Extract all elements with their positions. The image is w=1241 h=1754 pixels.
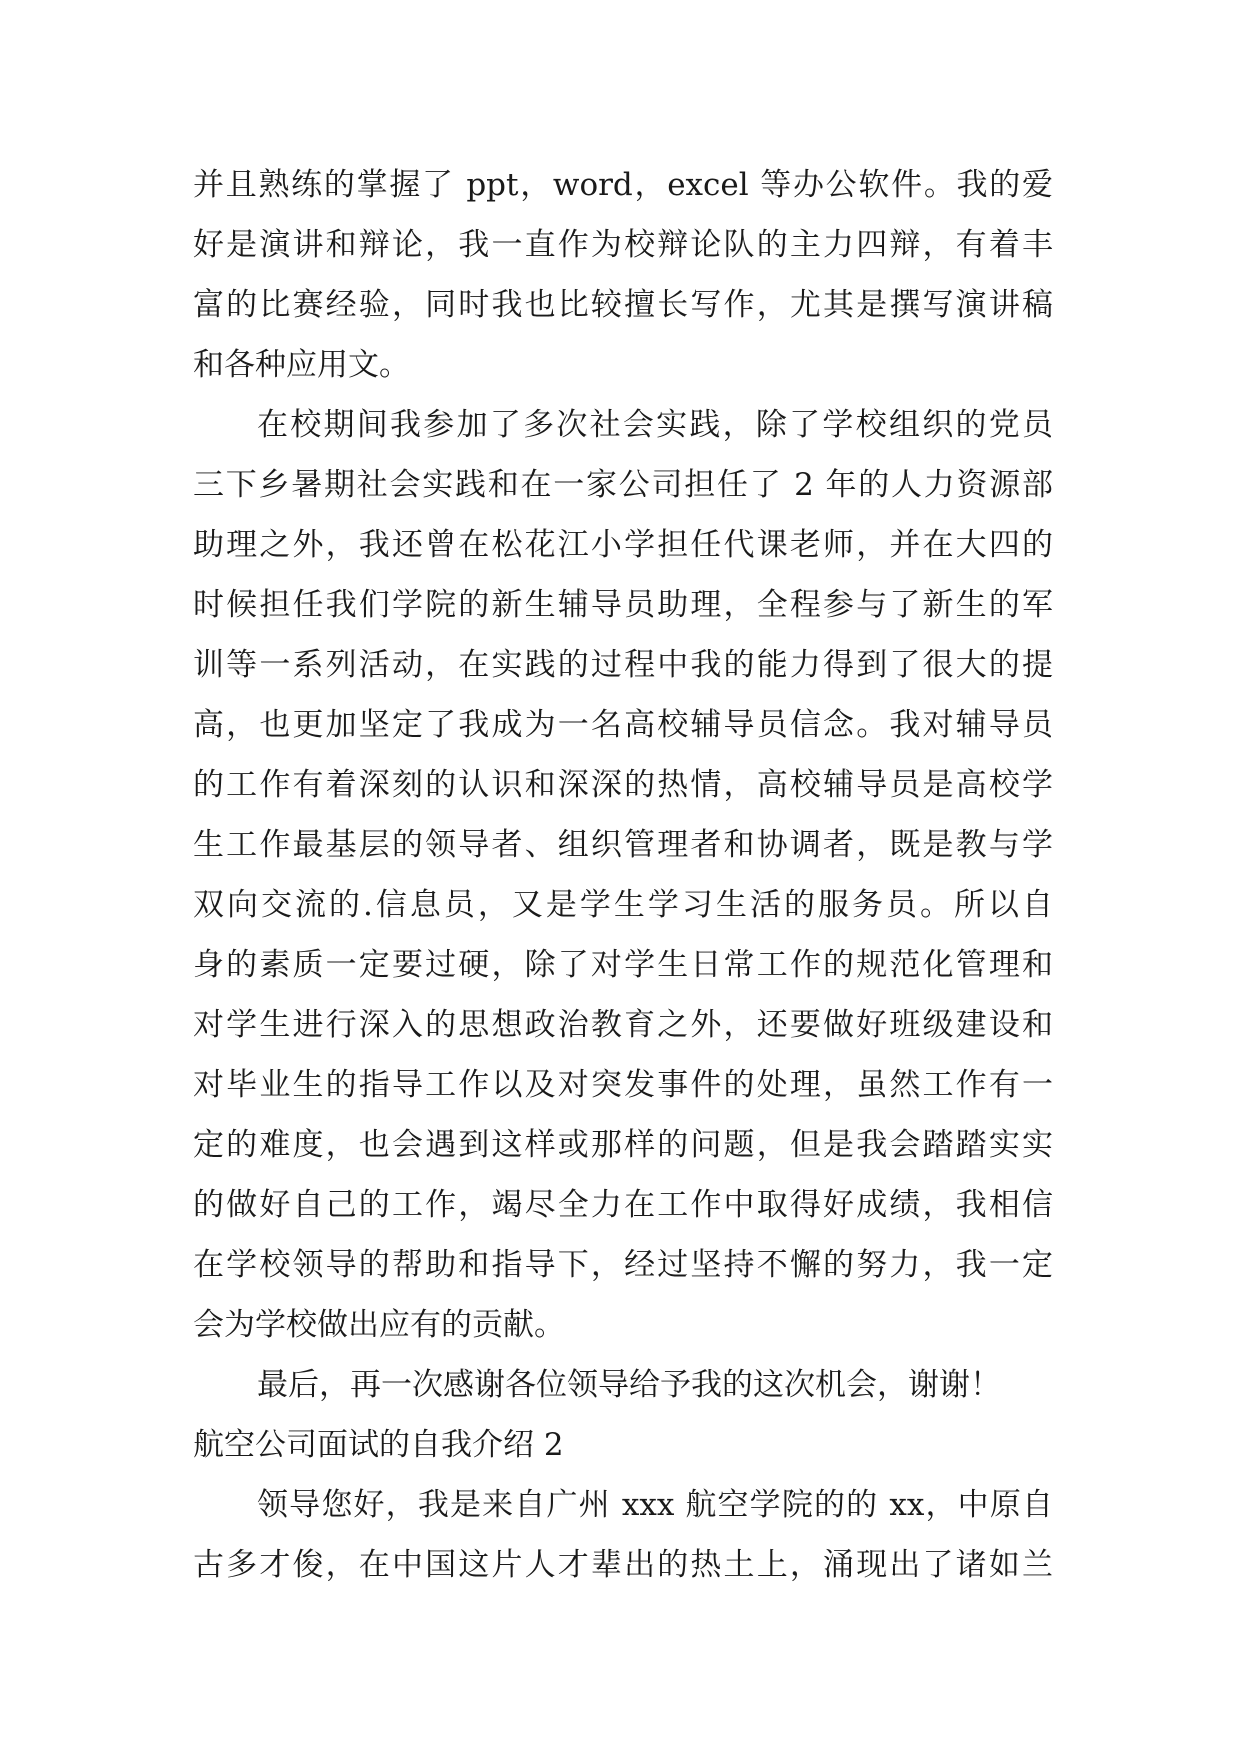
text-line: 好是演讲和辩论，我一直作为校辩论队的主力四辩，有着丰 [193,227,1053,263]
text-line: 的工作有着深刻的认识和深深的热情，高校辅导员是高校学 [193,767,1053,803]
text-line: 的做好自己的工作，竭尽全力在工作中取得好成绩，我相信 [193,1187,1053,1223]
text-line: 双向交流的.信息员，又是学生学习生活的服务员。所以自 [193,887,1053,923]
text-line: 在学校领导的帮助和指导下，经过坚持不懈的努力，我一定 [193,1247,1053,1283]
text-line: 古多才俊，在中国这片人才辈出的热土上，涌现出了诸如兰 [193,1547,1053,1583]
paragraph-skills [193,155,1053,395]
text-line: 训等一系列活动，在实践的过程中我的能力得到了很大的提 [193,647,1053,683]
text-line: 对毕业生的指导工作以及对突发事件的处理，虽然工作有一 [193,1067,1053,1103]
text-line: 时候担任我们学院的新生辅导员助理，全程参与了新生的军 [193,587,1053,623]
text-line: 在校期间我参加了多次社会实践，除了学校组织的党员 [257,407,1053,443]
text-line: 富的比赛经验，同时我也比较擅长写作，尤其是撰写演讲稿 [193,287,1053,323]
text-line: 三下乡暑期社会实践和在一家公司担任了 2 年的人力资源部 [193,467,1053,503]
paragraph-practice [193,395,1053,1355]
text-line: 生工作最基层的领导者、组织管理者和协调者，既是教与学 [193,827,1053,863]
text-line: 最后，再一次感谢各位领导给予我的这次机会，谢谢！ [257,1367,1001,1403]
text-line: 助理之外，我还曾在松花江小学担任代课老师，并在大四的 [193,527,1053,563]
text-line: 和各种应用文。 [193,347,410,383]
text-line: 定的难度，也会遇到这样或那样的问题，但是我会踏踏实实 [193,1127,1053,1163]
text-line: 并且熟练的掌握了 ppt，word，excel 等办公软件。我的爱 [193,167,1053,203]
text-line: 对学生进行深入的思想政治教育之外，还要做好班级建设和 [193,1007,1053,1043]
paragraph-intro [193,1475,1053,1595]
text-line: 高，也更加坚定了我成为一名高校辅导员信念。我对辅导员 [193,707,1053,743]
text-line: 领导您好，我是来自广州 xxx 航空学院的的 xx，中原自 [257,1487,1053,1523]
text-line: 会为学校做出应有的贡献。 [193,1307,565,1343]
heading-line: 航空公司面试的自我介绍 2 [193,1427,564,1463]
paragraph-thanks [193,1355,1053,1415]
document-body [193,155,1053,1595]
section-heading [193,1415,1053,1475]
text-line: 身的素质一定要过硬，除了对学生日常工作的规范化管理和 [193,947,1053,983]
